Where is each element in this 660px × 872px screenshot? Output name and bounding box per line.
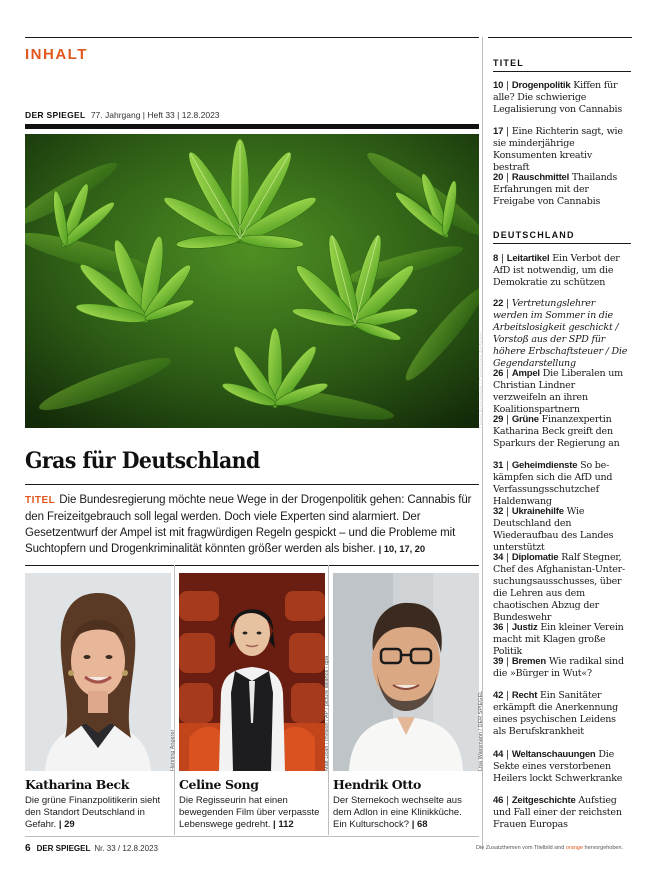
toc-text: Ein Sanitäter erkämpft die Anerkennung eines psychischen Leidens als Berufskrankheit — [493, 690, 619, 737]
toc-text: Aufstieg und Fall einer der reichsten Frauen Europas — [493, 795, 622, 830]
toc-keyword: Geheimdienste — [511, 460, 578, 471]
hero-lead — [25, 492, 477, 558]
toc-text: So bekämpfen sich die AfD und Verfassungsschutzchef Haldenwang — [493, 460, 613, 507]
toc-entry[interactable]: 42 | Recht Ein Sanitäter erkämpft die Anerkennung eines psychischen Leidens als Berufskrankheit — [493, 690, 619, 737]
toc-keyword: Diplomatie — [511, 552, 559, 563]
lead-kicker: TITEL — [25, 495, 56, 506]
toc-page-number: 10 — [493, 80, 504, 91]
lead-pages[interactable]: | 10, 17, 20 — [378, 544, 426, 555]
portrait-credit-otto: Lisa Wassmann / DER SPIEGEL — [478, 690, 484, 771]
footnote-text-end: hervorgehoben. — [583, 845, 624, 851]
toc-entry[interactable]: 32 | Ukrainehilfe Wie Deutschland den Wiederaufbau des Landes unterstützt — [493, 506, 614, 553]
toc-section-deutschland: DEUTSCHLAND — [493, 230, 575, 240]
toc-section-rule — [493, 243, 631, 244]
toc-entry[interactable]: 34 | Diplomatie Ralf Stegner, Chef des Afghanistan-Untersuchungsausschusses, über die Lehren aus dem chaotischen Abzug der Bundeswehr — [493, 552, 626, 623]
headline-rule — [25, 484, 479, 485]
toc-page-number: 20 — [493, 172, 504, 183]
toc-page-number: 29 — [493, 414, 504, 425]
thick-rule — [25, 124, 479, 129]
toc-entry[interactable]: 29 | Grüne Finanzexpertin Katharina Beck greift den Sparkurs der Regierung an — [493, 414, 620, 449]
toc-entry[interactable]: 36 | Justiz Ein kleiner Verein macht mit Klagen große Politik — [493, 622, 624, 657]
toc-keyword: Ampel — [511, 368, 540, 379]
toc-keyword: Rauschmittel — [511, 172, 570, 183]
lead-text: Die Bundesregierung möchte neue Wege in der Drogenpolitik gehen: Cannabis für den Freizeitgebrauch soll legal werden. Doch viele Experten sind alarmiert. Der Gesetzentwurf der Ampel ist mit fragwürdigen Regeln gespickt – und die Probleme mit Suchtopfern und Drogenkriminalität könnten größer werden als bisher. — [25, 494, 472, 555]
portrait-rule — [25, 565, 479, 566]
hero-photo-credit: David Avazzadeh / Connected Archives — [479, 332, 485, 428]
portrait-beck-image — [25, 573, 171, 771]
toc-text: Ralf Stegner, Chef des Afghanistan-Untersuchungsausschusses, über die Lehren aus dem chaotischen Abzug der Bundeswehr — [493, 552, 626, 623]
toc-text: Ein Verbot der AfD ist notwendig, um die Demokratie zu schützen — [493, 253, 620, 288]
footer-issue: Nr. 33 / 12.8.2023 — [94, 844, 158, 853]
page-number: 6 — [25, 843, 31, 854]
toc-text: Kiffen für alle? Die schwierige Legalisierung von Cannabis — [493, 80, 623, 115]
toc-section-rule — [493, 71, 631, 72]
toc-page-number: 46 — [493, 795, 504, 806]
toc-page-number: 44 — [493, 749, 504, 760]
toc-page-number: 39 — [493, 656, 504, 667]
footnote — [476, 845, 623, 851]
portrait-otto-image — [333, 573, 479, 771]
toc-entry[interactable]: 44 | Weltanschauungen Die Sekte eines verstorbenen Heilers lockt Schwerkranke — [493, 749, 623, 784]
portrait-page[interactable]: | 29 — [58, 819, 75, 830]
toc-page-number: 8 — [493, 253, 499, 264]
footnote-text: Die Zusatzthemen vom Titelbild sind — [476, 845, 566, 851]
toc-text: Ein kleiner Verein macht mit Klagen große Politik — [493, 622, 624, 657]
toc-entry[interactable]: 26 | Ampel Die Liberalen um Christian Lindner verzweifeln an ihren Koalitionspartnern — [493, 368, 623, 415]
toc-page-number: 36 — [493, 622, 504, 633]
toc-keyword: Grüne — [511, 414, 539, 425]
toc-keyword: Drogenpolitik — [511, 80, 571, 91]
toc-keyword: Weltanschauungen — [511, 749, 596, 760]
toc-text: Finanzexpertin Katharina Beck greift den Sparkurs der Regierung an — [493, 414, 620, 449]
portrait-photo-song[interactable] — [179, 573, 325, 771]
toc-page-number: 26 — [493, 368, 504, 379]
toc-entry[interactable]: 31 | Geheimdienste So bekämpfen sich die AfD und Verfassungsschutzchef Haldenwang — [493, 460, 613, 507]
toc-text: Die Sekte eines verstorbenen Heilers lockt Schwerkranke — [493, 749, 623, 784]
portrait-name-otto[interactable]: Hendrik Otto — [333, 777, 421, 792]
portrait-desc-beck — [25, 795, 169, 831]
toc-text: Wie radikal sind die »Bürger in Wut«? — [493, 656, 624, 679]
footer-brand: DER SPIEGEL — [36, 844, 91, 853]
portrait-page[interactable]: | 68 — [411, 819, 428, 830]
toc-page-number: 31 — [493, 460, 504, 471]
footnote-highlight: orange — [565, 845, 584, 851]
toc-keyword: Bremen — [511, 656, 546, 667]
toc-entry[interactable]: 10 | Drogenpolitik Kiffen für alle? Die schwierige Legalisierung von Cannabis — [493, 80, 623, 115]
toc-entry[interactable]: 46 | Zeitgeschichte Aufstieg und Fall einer der reichsten Frauen Europas — [493, 795, 622, 830]
toc-entry[interactable]: 39 | Bremen Wie radikal sind die »Bürger in Wut«? — [493, 656, 624, 679]
hero-headline[interactable]: Gras für Deutschland — [25, 448, 260, 474]
portrait-desc-otto — [333, 795, 477, 831]
portrait-credit-beck: Henning Angerer — [170, 729, 176, 771]
toc-keyword: Ukrainehilfe — [511, 506, 564, 517]
hero-photo[interactable] — [25, 134, 479, 428]
brand-name: DER SPIEGEL — [25, 110, 86, 120]
portrait-desc-text: Die Regisseurin hat einen bewegenden Film über verpasste Lebenswege gedreht. — [179, 795, 320, 830]
toc-text: Eine Richterin sagt, wie sie minderjährige Konsumenten kreativ bestraft — [493, 126, 623, 173]
cannabis-photo — [25, 134, 479, 428]
toc-text: Thailands Erfahrungen mit der Freigabe von Cannabis — [493, 172, 618, 207]
toc-text: Wie Deutschland den Wiederaufbau des Landes unterstützt — [493, 506, 614, 553]
portrait-desc-text: Der Sternekoch wechselte aus dem Adlon in eine Klinikküche. Ein Kulturschock? — [333, 795, 462, 830]
portrait-credit-song: Matt Licari / Invision / AP / picture alliance / dpa — [324, 655, 330, 771]
toc-text: Die Liberalen um Christian Lindner verzweifeln an ihren Koalitionspartnern — [493, 368, 623, 415]
toc-section-titel: TITEL — [493, 58, 524, 68]
toc-page-number: 32 — [493, 506, 504, 517]
toc-page-number: 17 — [493, 126, 504, 137]
page-footer — [25, 843, 158, 854]
toc-keyword: Recht — [511, 690, 538, 701]
portrait-page[interactable]: | 112 — [273, 819, 294, 830]
portrait-divider — [174, 565, 175, 835]
section-label: INHALT — [25, 46, 88, 63]
toc-entry[interactable]: 17 | Eine Richterin sagt, wie sie minderjährige Konsumenten kreativ bestraft — [493, 126, 623, 173]
toc-entry[interactable]: 8 | Leitartikel Ein Verbot der AfD ist notwendig, um die Demokratie zu schützen — [493, 253, 620, 288]
toc-text: Vertretungslehrer werden im Sommer in die Arbeitslosigkeit geschickt / Vorstoß aus der SPD für höhere Erbschaftsteuer / Die Gegendarstellung — [493, 298, 628, 369]
sidebar-top-rule — [488, 37, 632, 38]
toc-page-number: 34 — [493, 552, 504, 563]
footer-rule — [25, 836, 479, 837]
toc-entry[interactable]: 20 | Rauschmittel Thailands Erfahrungen mit der Freigabe von Cannabis — [493, 172, 618, 207]
portrait-song-image — [179, 573, 325, 771]
toc-page-number: 42 — [493, 690, 504, 701]
portrait-name-beck[interactable]: Katharina Beck — [25, 777, 129, 792]
portrait-photo-otto[interactable] — [333, 573, 479, 771]
toc-entry[interactable]: 22 | Vertretungslehrer werden im Sommer in die Arbeitslosigkeit geschickt / Vorstoß aus der SPD für höhere Erbschaftsteuer / Die Gegendarstellung — [493, 298, 628, 369]
top-rule — [25, 37, 479, 38]
toc-keyword: Leitartikel — [506, 253, 550, 264]
issue-info: 77. Jahrgang | Heft 33 | 12.8.2023 — [90, 110, 220, 120]
portrait-desc-song — [179, 795, 323, 831]
toc-keyword: Zeitgeschichte — [511, 795, 576, 806]
portrait-name-song[interactable]: Celine Song — [179, 777, 259, 792]
issue-line — [25, 110, 220, 120]
portrait-desc-text: Die grüne Finanzpolitikerin sieht den Standort Deutschland in Gefahr. — [25, 795, 161, 830]
toc-keyword: Justiz — [511, 622, 538, 633]
toc-page-number: 22 — [493, 298, 504, 309]
portrait-photo-beck[interactable] — [25, 573, 171, 771]
